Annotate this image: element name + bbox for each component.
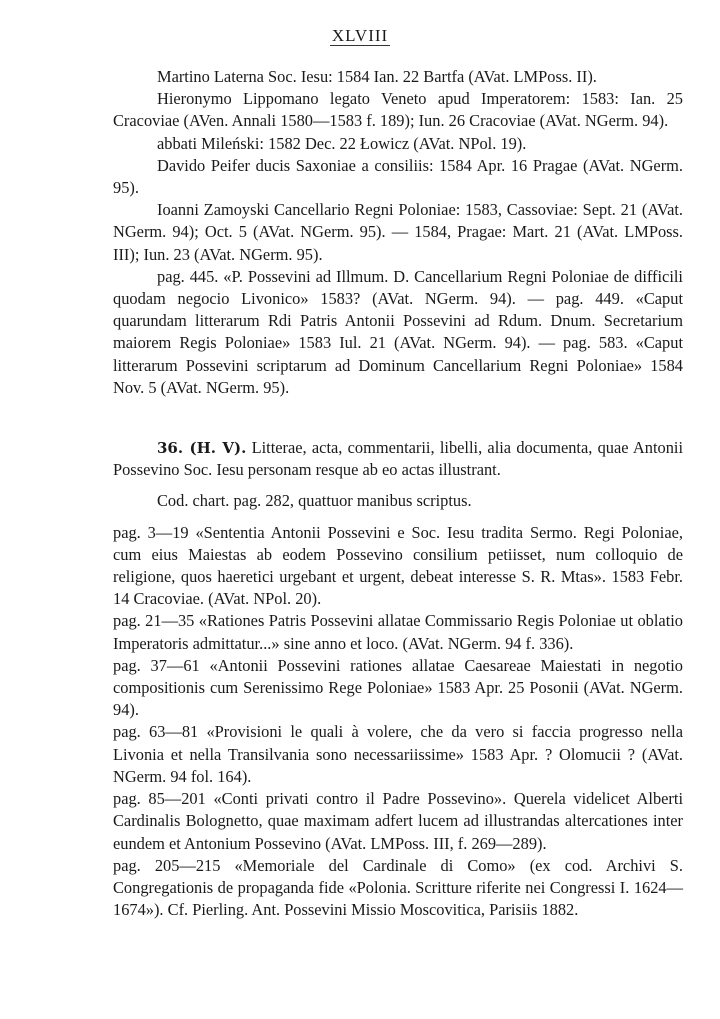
section-heading	[113, 437, 683, 481]
document-entry: pag. 63—81 «Provisioni le quali à volere, che da vero si faccia progresso nella Livonia et nella Transilvania sono necessariissime» 1583 Apr. ? Olomucii ? (AVat. NGerm. 94 fol. 164).	[113, 722, 683, 786]
page-number: XLVIII	[331, 26, 389, 45]
document-entry: pag. 205—215 «Memoriale del Cardinale di Como» (ex cod. Archivi S. Congregationis de propaganda fide «Polonia. Scritture riferite nei Congressi I. 1624—1674»). Cf. Pierling. Ant. Possevini Missio Moscovitica, Parisiis 1882.	[113, 855, 683, 920]
letter-entry: Ioanni Zamoyski Cancellario Regni Poloniae: 1583, Cassoviae: Sept. 21 (AVat. NGerm. 94); Oct. 5 (AVat. NGerm. 95). — 1584, Pragae: Mart. 21 (AVat. LMPoss. III); Iun. 23 (AVat. NGerm. 95).	[113, 200, 683, 264]
section-number: 36. (H. V).	[157, 439, 247, 458]
letter-entry: Martino Laterna Soc. Iesu: 1584 Ian. 22 Bartfa (AVat. LMPoss. II).	[157, 67, 597, 86]
codex-description: Cod. chart. pag. 282, quattuor manibus scriptus.	[157, 491, 472, 511]
letter-entry: Hieronymo Lippomano legato Veneto apud Imperatorem: 1583: Ian. 25 Cracoviae (AVen. Annali 1580—1583 f. 189); Iun. 26 Cracoviae (AVat. NGerm. 94).	[113, 89, 683, 131]
document-entry: pag. 3—19 «Sententia Antonii Possevini e Soc. Iesu tradita Sermo. Regi Poloniae, cum eius Maiestas ab eodem Possevino consilium petiisset, num colloquio de religione, quos haeretici urgebant et urgent, debeat interesse S. R. Mtas». 1583 Febr. 14 Cracoviae. (AVat. NPol. 20).	[113, 522, 683, 609]
letter-entry: abbati Mileński: 1582 Dec. 22 Łowicz (AVat. NPol. 19).	[157, 133, 527, 153]
document-entry: pag. 21—35 «Rationes Patris Possevini allatae Commissario Regis Poloniae ut oblatio Imperatoris admittatur...» sine anno et loco. (AVat. NGerm. 94 f. 336).	[113, 611, 683, 653]
letter-entry: pag. 445. «P. Possevini ad Illmum. D. Cancellarium Regni Poloniae de difficili quodam negocio Livonico» 1583? (AVat. NGerm. 94). — pag. 449. «Caput quarundam litterarum Rdi Patris Antonii Possevini ad Rdum. Dnum. Secretarium maiorem Regis Poloniae» 1583 Iul. 21 (AVat. NGerm. 94). — pag. 583. «Caput litterarum Possevini scriptarum ad Dominum Cancellarium Regni Poloniae» 1584 Nov. 5 (AVat. NGerm. 95).	[113, 266, 683, 397]
page-header	[0, 26, 720, 46]
document-entry: pag. 37—61 «Antonii Possevini rationes allatae Caesareae Maiestati in negotio compositionis cum Serenissimo Rege Poloniae» 1583 Apr. 25 Posonii (AVat. NGerm. 94).	[113, 655, 683, 720]
letters-list	[113, 66, 683, 921]
document-entry: pag. 85—201 «Conti privati contro il Padre Possevino». Querela videlicet Alberti Cardinalis Bolognetto, quae maximam adfert lucem ad illustrandas altercationes inter eundem et Antonium Possevino (AVat. LMPoss. III, f. 269—289).	[113, 789, 683, 853]
letter-entry: Davido Peifer ducis Saxoniae a consiliis: 1584 Apr. 16 Pragae (AVat. NGerm. 95).	[113, 155, 683, 198]
section-title: Litterae, acta, commentarii, libelli, alia documenta, quae Antonii Possevino Soc. Iesu personam resque ab eo actas illustrant.	[113, 438, 683, 480]
